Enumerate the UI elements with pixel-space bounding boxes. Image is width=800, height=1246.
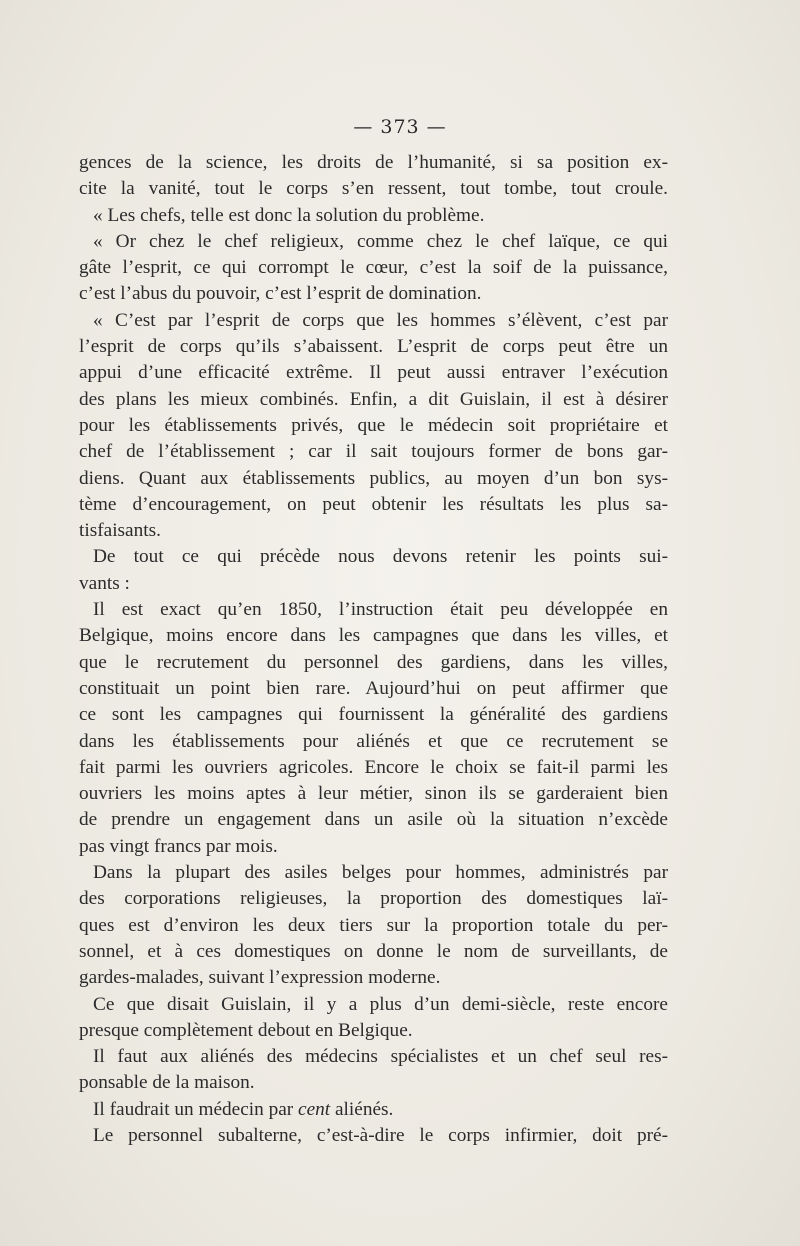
text-line: Il faut aux aliénés des médecins spécialistes et un chef seul res- <box>93 1046 668 1068</box>
text-line: Dans la plupart des asiles belges pour hommes, administrés par <box>93 862 668 884</box>
text-line: vants : <box>79 572 130 594</box>
text-line: gardes-malades, suivant l’expression moderne. <box>79 967 441 989</box>
text-line: que le recrutement du personnel des gardiens, dans les villes, <box>79 651 668 673</box>
text-line: des plans les mieux combinés. Enfin, a dit Guislain, il est à désirer <box>79 388 668 410</box>
text-segment: aliénés. <box>330 1098 394 1120</box>
text-line: dans les établissements pour aliénés et que ce recrutement se <box>79 730 668 752</box>
text-line: tisfaisants. <box>79 520 161 542</box>
text-line: chef de l’établissement ; car il sait toujours former de bons gar- <box>79 441 668 463</box>
text-line: presque complètement debout en Belgique. <box>79 1019 413 1041</box>
page-number: — 373 — <box>353 116 447 138</box>
text-line: Il est exact qu’en 1850, l’instruction était peu développée en <box>93 599 668 621</box>
text-line: gâte l’esprit, ce qui corrompt le cœur, c’est la soif de la puissance, <box>79 257 668 279</box>
text-line: gences de la science, les droits de l’humanité, si sa position ex- <box>79 152 668 173</box>
text-line: diens. Quant aux établissements publics, au moyen d’un bon sys- <box>79 467 668 489</box>
text-line: l’esprit de corps qu’ils s’abaissent. L’esprit de corps peut être un <box>79 336 668 358</box>
text-line <box>79 1097 668 1123</box>
text-line: appui d’une efficacité extrême. Il peut aussi entraver l’exécution <box>79 362 668 384</box>
text-line: des corporations religieuses, la proportion des domestiques laï- <box>79 888 668 910</box>
text-line: constituait un point bien rare. Aujourd’hui on peut affirmer que <box>79 677 668 699</box>
italic-word: cent <box>298 1098 331 1120</box>
text-line: sonnel, et à ces domestiques on donne le nom de surveillants, de <box>79 940 668 962</box>
text-line: pas vingt francs par mois. <box>79 835 278 857</box>
text-line: fait parmi les ouvriers agricoles. Encore le choix se fait-il parmi les <box>79 756 668 778</box>
text-line: ques est d’environ les deux tiers sur la proportion totale du per- <box>79 914 668 936</box>
text-line: Belgique, moins encore dans les campagnes que dans les villes, et <box>79 625 668 647</box>
text-line: tème d’encouragement, on peut obtenir les résultats les plus sa- <box>79 493 668 515</box>
text-line: pour les établissements privés, que le médecin soit propriétaire et <box>79 414 668 436</box>
text-line: ponsable de la maison. <box>79 1072 255 1094</box>
text-line: ce sont les campagnes qui fournissent la généralité des gardiens <box>79 704 668 726</box>
text-line: « C’est par l’esprit de corps que les hommes s’élèvent, c’est par <box>93 309 668 331</box>
text-line: « Les chefs, telle est donc la solution du problème. <box>93 204 485 226</box>
text-line: ouvriers les moins aptes à leur métier, sinon ils se garderaient bien <box>79 783 668 805</box>
text-line: De tout ce qui précède nous devons retenir les points sui- <box>93 546 668 568</box>
text-line: Le personnel subalterne, c’est-à-dire le corps infirmier, doit pré- <box>93 1124 668 1146</box>
text-segment: Il faudrait un médecin par <box>93 1098 299 1120</box>
text-line: de prendre un engagement dans un asile où la situation n’excède <box>79 809 668 831</box>
text-line: Ce que disait Guislain, il y a plus d’un demi-siècle, reste encore <box>93 993 668 1015</box>
text-line: cite la vanité, tout le corps s’en ressent, tout tombe, tout croule. <box>79 178 668 200</box>
text-line: « Or chez le chef religieux, comme chez le chef laïque, ce qui <box>93 230 668 252</box>
text-line: c’est l’abus du pouvoir, c’est l’esprit de domination. <box>79 283 482 305</box>
body-text <box>79 150 668 1149</box>
